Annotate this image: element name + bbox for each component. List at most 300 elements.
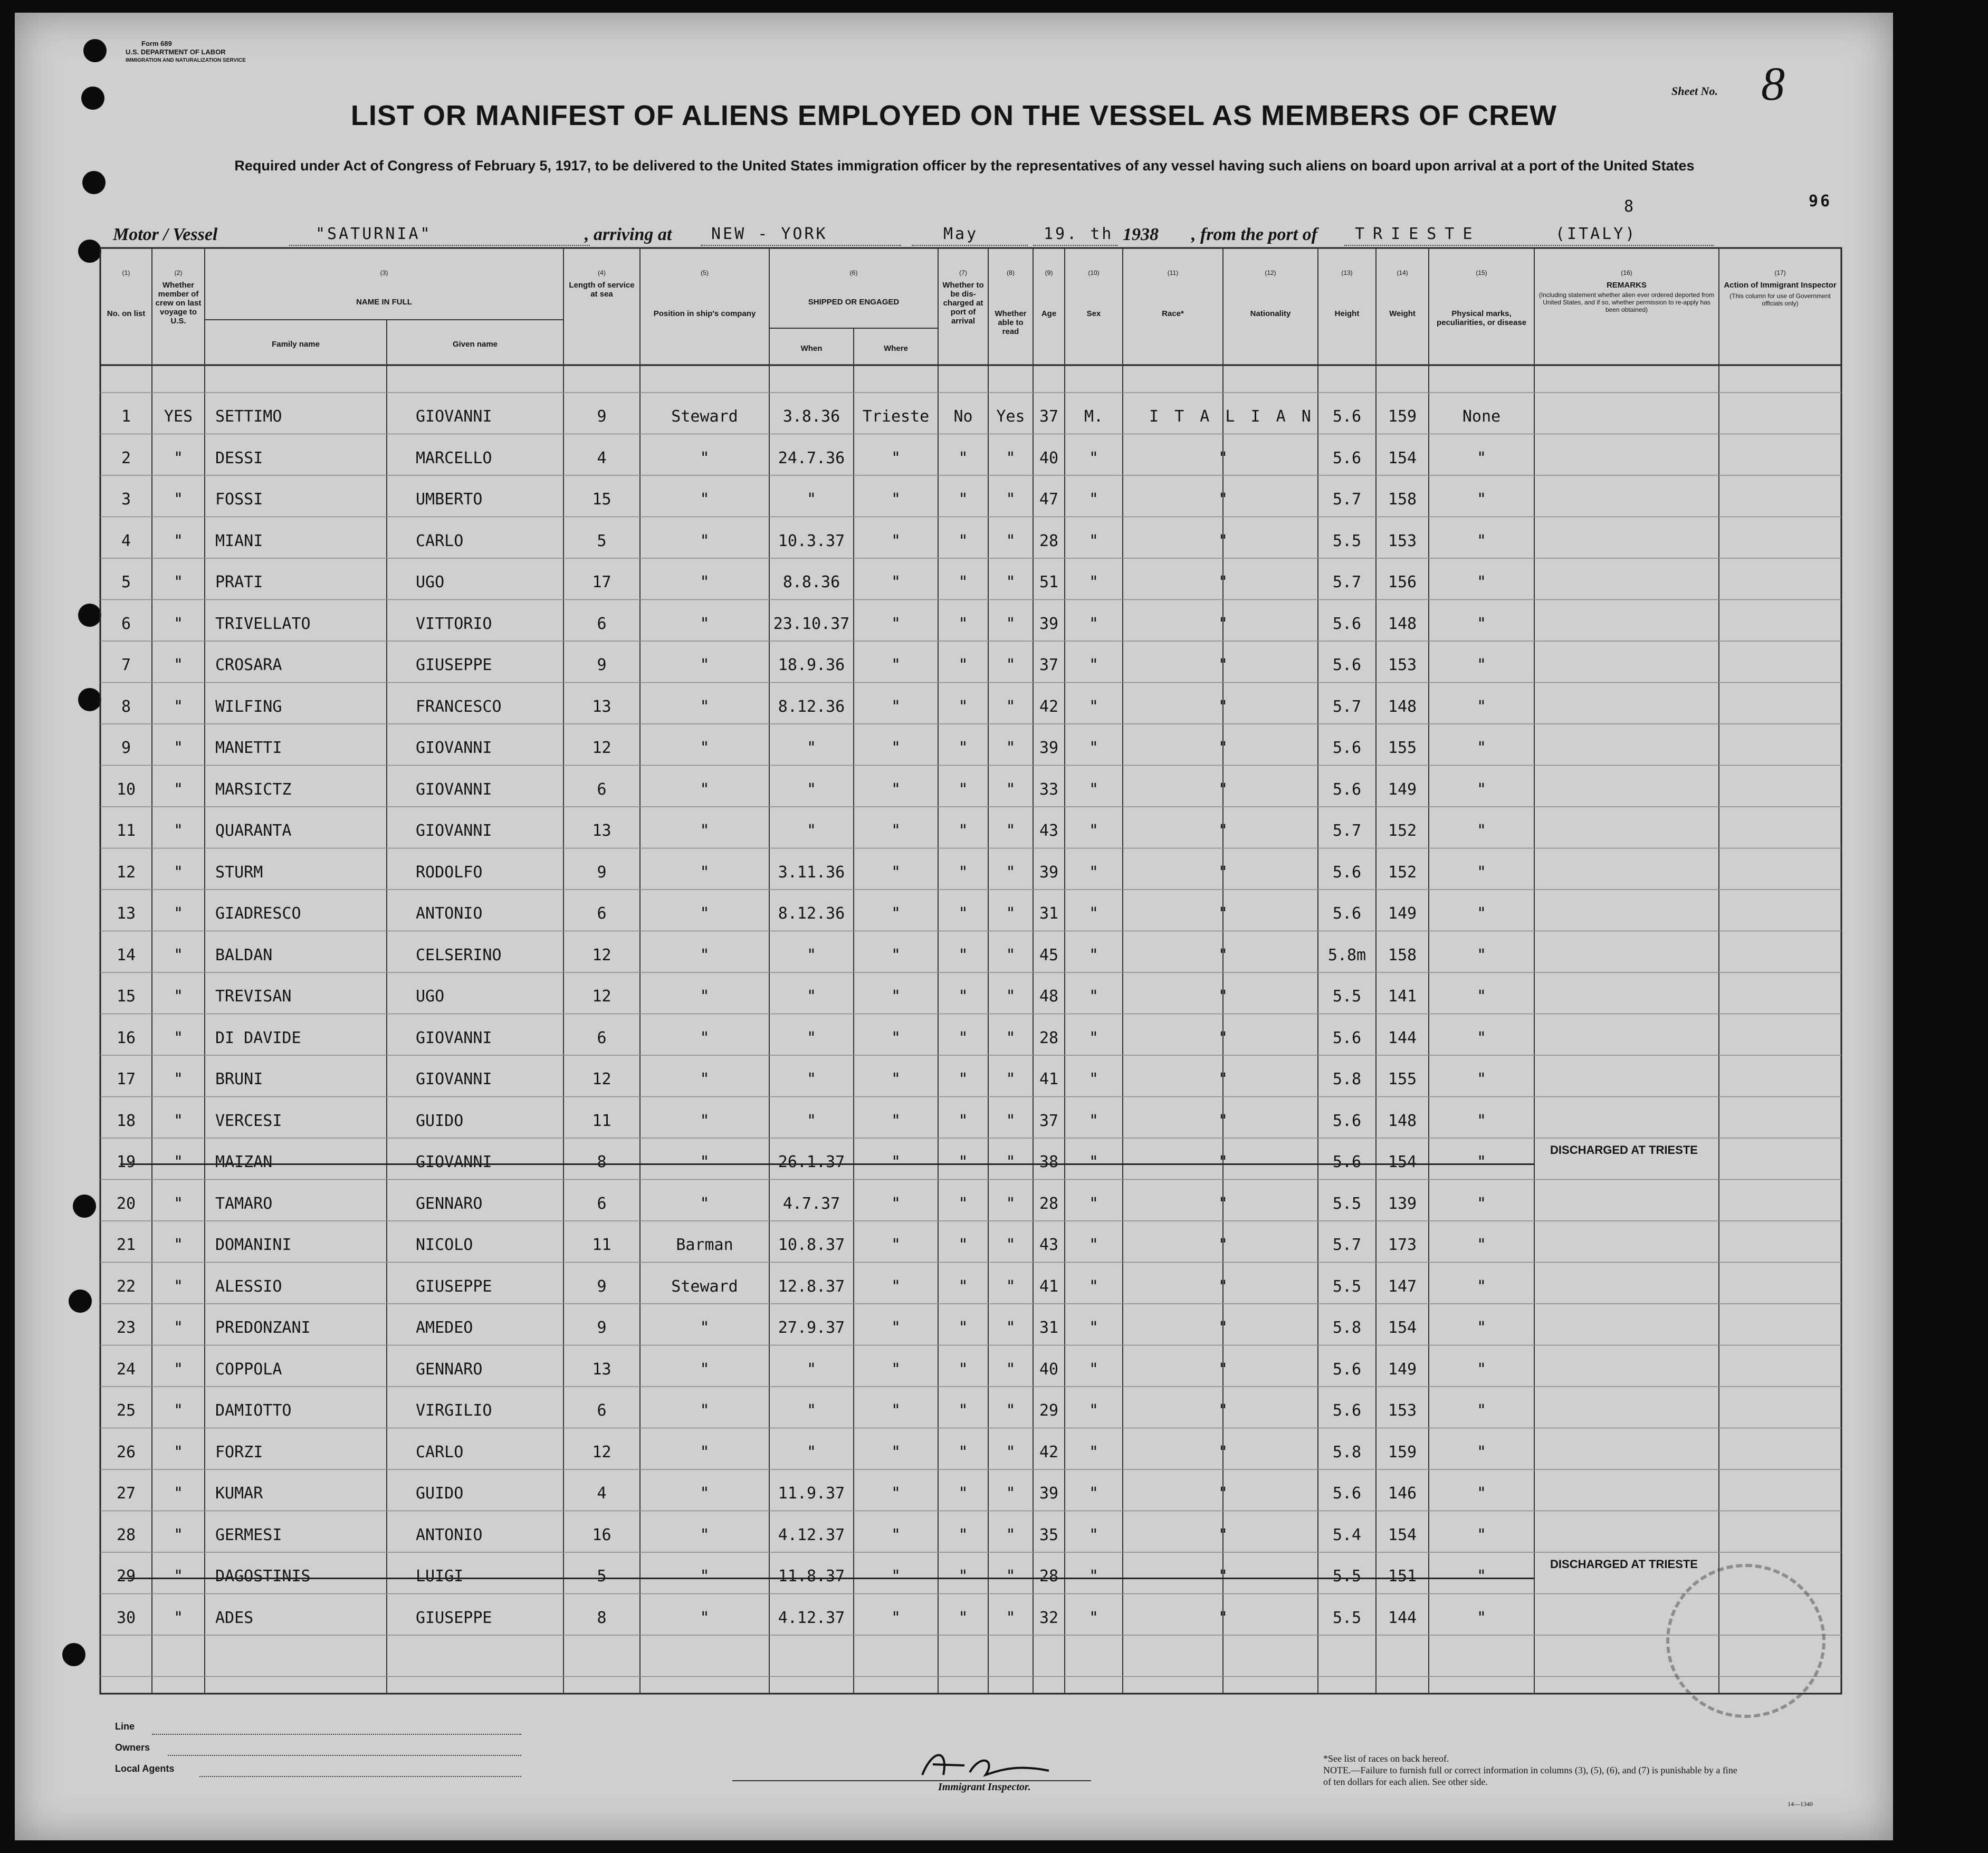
cell-no: 13 [116, 904, 136, 923]
cell-service: 6 [597, 780, 607, 799]
cell-marks: " [1476, 904, 1487, 923]
cell-given: GIOVANNI [416, 1028, 492, 1047]
sheet-number: 8 [1761, 58, 1785, 110]
cell-position: " [700, 490, 710, 509]
cell-height: 5.6 [1332, 1153, 1362, 1171]
cell-when: 8.12.36 [778, 904, 845, 923]
cell-race: " [1218, 945, 1228, 964]
cell-service: 9 [597, 407, 607, 426]
cell-discharge: " [958, 1319, 968, 1337]
cell-prev: " [173, 1319, 184, 1337]
cell-family: TAMARO [215, 1194, 273, 1213]
cell-position: " [700, 822, 710, 840]
cell-when: " [806, 945, 817, 964]
cell-position: " [700, 1153, 710, 1171]
cell-sex: " [1088, 614, 1099, 633]
cell-race: " [1218, 1443, 1228, 1462]
cell-height: 5.7 [1332, 697, 1362, 716]
cell-marks: None [1462, 407, 1501, 426]
cell-read: " [1006, 1360, 1016, 1379]
cell-family: KUMAR [215, 1484, 263, 1503]
cell-service: 15 [592, 490, 611, 509]
cell-position: " [700, 697, 710, 716]
cell-service: 4 [597, 1484, 607, 1503]
column-header-c17: Action of Immigrant Inspector [1724, 281, 1837, 290]
cell-read: " [1006, 1277, 1016, 1296]
cell-race: " [1218, 490, 1228, 509]
cell-discharge: " [958, 573, 968, 591]
cell-weight: 153 [1388, 1401, 1417, 1420]
cell-age: 28 [1039, 531, 1059, 550]
cell-service: 9 [597, 1319, 607, 1337]
cell-service: 12 [592, 1070, 611, 1088]
cell-no: 25 [116, 1401, 136, 1420]
cell-service: 6 [597, 1194, 607, 1213]
cell-sex: " [1088, 573, 1099, 591]
cell-race: " [1218, 1111, 1228, 1130]
cell-age: 41 [1039, 1277, 1059, 1296]
cell-marks: " [1476, 1319, 1487, 1337]
cell-where: " [891, 1360, 901, 1379]
cell-height: 5.8 [1332, 1443, 1362, 1462]
cell-weight: 148 [1388, 697, 1417, 716]
cell-marks: " [1476, 1484, 1487, 1503]
cell-family: WILFING [215, 697, 282, 716]
column-header-shipped-when: When [800, 344, 823, 353]
cell-when: " [806, 987, 817, 1006]
cell-height: 5.6 [1332, 1401, 1362, 1420]
cell-height: 5.4 [1332, 1525, 1362, 1544]
cell-no: 10 [116, 780, 136, 799]
cell-age: 48 [1039, 987, 1059, 1006]
cell-prev: " [173, 531, 184, 550]
column-number-c2: (2) [174, 269, 183, 276]
cell-prev: " [173, 1484, 184, 1503]
cell-given: AMEDEO [416, 1319, 473, 1337]
cell-height: 5.7 [1332, 573, 1362, 591]
cell-when: 11.8.37 [778, 1567, 845, 1585]
cell-race: " [1218, 904, 1228, 923]
cell-family: STURM [215, 863, 263, 882]
cell-read: " [1006, 987, 1016, 1006]
cell-read: " [1006, 739, 1016, 757]
cell-family: GIADRESCO [215, 904, 301, 923]
cell-position: " [700, 448, 710, 467]
cell-service: 12 [592, 987, 611, 1006]
cell-marks: " [1476, 614, 1487, 633]
cell-read: " [1006, 614, 1016, 633]
cell-no: 20 [116, 1194, 136, 1213]
cell-service: 8 [597, 1608, 607, 1627]
column-number-c1: (1) [122, 269, 130, 276]
cell-race: " [1218, 822, 1228, 840]
cell-prev: " [173, 739, 184, 757]
cell-prev: YES [164, 407, 193, 426]
cell-position: " [700, 1525, 710, 1544]
cell-when: 18.9.36 [778, 656, 845, 674]
cell-given: VIRGILIO [416, 1401, 492, 1420]
cell-read: " [1006, 1070, 1016, 1088]
cell-race: " [1218, 1236, 1228, 1254]
cell-height: 5.6 [1332, 863, 1362, 882]
cell-sex: " [1088, 1443, 1099, 1462]
cell-when: 8.8.36 [782, 573, 840, 591]
cell-where: " [891, 945, 901, 964]
cell-when: 27.9.37 [778, 1319, 845, 1337]
cell-marks: " [1476, 1360, 1487, 1379]
cell-where: " [891, 1111, 901, 1130]
cell-read: " [1006, 490, 1016, 509]
cell-position: " [700, 531, 710, 550]
cell-race: " [1218, 1401, 1228, 1420]
cell-weight: 155 [1388, 1070, 1417, 1088]
cell-discharge: " [958, 1484, 968, 1503]
cell-read: " [1006, 1194, 1016, 1213]
cell-marks: " [1476, 1401, 1487, 1420]
cell-service: 8 [597, 1153, 607, 1171]
cell-given: GIOVANNI [416, 780, 492, 799]
cell-prev: " [173, 1360, 184, 1379]
cell-position: " [700, 1111, 710, 1130]
cell-family: SETTIMO [215, 407, 282, 426]
cell-discharge: " [958, 1567, 968, 1585]
cell-family: DESSI [215, 448, 263, 467]
cell-where: " [891, 1277, 901, 1296]
column-header-c14: Weight [1389, 309, 1416, 318]
column-header-c3: NAME IN FULL [356, 298, 412, 307]
cell-service: 5 [597, 1567, 607, 1585]
column-header-c5: Position in ship's company [653, 309, 756, 318]
cell-weight: 146 [1388, 1484, 1417, 1503]
cell-family: VERCESI [215, 1111, 282, 1130]
cell-height: 5.5 [1332, 1608, 1362, 1627]
cell-discharge: " [958, 1236, 968, 1254]
cell-where: " [891, 863, 901, 882]
cell-marks: " [1476, 1028, 1487, 1047]
cell-prev: " [173, 1443, 184, 1462]
cell-given: UGO [416, 573, 445, 591]
vessel-label: Motor / Vessel [113, 225, 218, 244]
cell-where: " [891, 1484, 901, 1503]
cell-discharge: " [958, 945, 968, 964]
cell-marks: " [1476, 1194, 1487, 1213]
cell-no: 14 [116, 945, 136, 964]
cell-family: BALDAN [215, 945, 273, 964]
cell-position: " [700, 863, 710, 882]
column-header-c2: Whether member of crew on last voyage to U.S. [155, 281, 202, 326]
cell-given: VITTORIO [416, 614, 492, 633]
cell-when: " [806, 1360, 817, 1379]
cell-family: GERMESI [215, 1525, 282, 1544]
cell-marks: " [1476, 739, 1487, 757]
cell-when: 3.11.36 [778, 863, 845, 882]
cell-given: RODOLFO [416, 863, 483, 882]
cell-race: " [1218, 1277, 1228, 1296]
column-header-c15: Physical marks, peculiarities, or disease [1436, 309, 1527, 327]
strike-through [120, 1578, 1534, 1579]
cell-given: LUIGI [416, 1567, 464, 1585]
cell-service: 12 [592, 945, 611, 964]
cell-when: " [806, 1443, 817, 1462]
cell-age: 51 [1039, 573, 1059, 591]
cell-read: " [1006, 697, 1016, 716]
cell-when: 24.7.36 [778, 448, 845, 467]
cell-sex: " [1088, 1525, 1099, 1544]
cell-height: 5.6 [1332, 656, 1362, 674]
cell-height: 5.6 [1332, 448, 1362, 467]
cell-where: " [891, 1236, 901, 1254]
cell-family: MIANI [215, 531, 263, 550]
cell-where: " [891, 1567, 901, 1585]
column-number-c11: (11) [1167, 269, 1179, 276]
cell-read: " [1006, 1153, 1016, 1171]
cell-read: " [1006, 780, 1016, 799]
cell-race: " [1218, 1567, 1228, 1585]
cell-age: 37 [1039, 656, 1059, 674]
column-number-c5: (5) [701, 269, 709, 276]
cell-no: 24 [116, 1360, 136, 1379]
cell-read: " [1006, 1525, 1016, 1544]
cell-age: 32 [1039, 1608, 1059, 1627]
cell-no: 18 [116, 1111, 136, 1130]
cell-service: 6 [597, 614, 607, 633]
cell-read: " [1006, 1028, 1016, 1047]
cell-race: " [1218, 614, 1228, 633]
cell-when: 4.12.37 [778, 1608, 845, 1627]
cell-race: " [1218, 656, 1228, 674]
cell-prev: " [173, 1608, 184, 1627]
cell-discharge: " [958, 987, 968, 1006]
cell-position: " [700, 1194, 710, 1213]
cell-service: 16 [592, 1525, 611, 1544]
cell-prev: " [173, 945, 184, 964]
cell-sex: " [1088, 1608, 1099, 1627]
cell-read: Yes [996, 407, 1025, 426]
cell-read: " [1006, 945, 1016, 964]
cell-weight: 149 [1388, 780, 1417, 799]
cell-sex: " [1088, 1319, 1099, 1337]
cell-service: 12 [592, 739, 611, 757]
cell-service: 9 [597, 1277, 607, 1296]
cell-position: " [700, 904, 710, 923]
cell-age: 31 [1039, 1319, 1059, 1337]
remark-discharged: DISCHARGED AT TRIESTE [1550, 1143, 1698, 1157]
column-header-c11: Race* [1162, 309, 1184, 318]
cell-given: GIOVANNI [416, 822, 492, 840]
print-code: 14—1340 [1788, 1800, 1813, 1808]
cell-prev: " [173, 1111, 184, 1130]
cell-where: " [891, 656, 901, 674]
cell-marks: " [1476, 1277, 1487, 1296]
cell-marks: " [1476, 987, 1487, 1006]
cell-marks: " [1476, 490, 1487, 509]
cell-family: BRUNI [215, 1070, 263, 1088]
cell-race: " [1218, 780, 1228, 799]
cell-age: 39 [1039, 1484, 1059, 1503]
cell-height: 5.5 [1332, 1277, 1362, 1296]
cell-given: GENNARO [416, 1194, 483, 1213]
cell-height: 5.6 [1332, 1484, 1362, 1503]
cell-discharge: " [958, 1153, 968, 1171]
cell-no: 7 [121, 656, 131, 674]
cell-discharge: " [958, 614, 968, 633]
cell-height: 5.6 [1332, 904, 1362, 923]
cell-no: 28 [116, 1525, 136, 1544]
cell-age: 39 [1039, 863, 1059, 882]
cell-race: " [1218, 987, 1228, 1006]
cell-prev: " [173, 614, 184, 633]
cell-height: 5.7 [1332, 490, 1362, 509]
cell-race: " [1218, 448, 1228, 467]
strike-through [120, 1163, 1534, 1165]
vessel-name: "SATURNIA" [316, 225, 432, 243]
cell-height: 5.6 [1332, 614, 1362, 633]
arriving-label: , arriving at [585, 225, 672, 244]
cell-marks: " [1476, 1236, 1487, 1254]
column-number-c16: (16) [1621, 269, 1632, 276]
cell-given: GIUSEPPE [416, 1608, 492, 1627]
cell-marks: " [1476, 1070, 1487, 1088]
cell-position: Steward [671, 1277, 738, 1296]
cell-prev: " [173, 1567, 184, 1585]
cell-family: FORZI [215, 1443, 263, 1462]
cell-given: ANTONIO [416, 904, 483, 923]
cell-race: " [1218, 1525, 1228, 1544]
cell-prev: " [173, 1028, 184, 1047]
cell-where: " [891, 448, 901, 467]
fine-note: NOTE.—Failure to furnish full or correct information in columns (3), (5), (6), and (7) is punishable by a fine of ten dollars for each alien. See other side. [1323, 1765, 1737, 1787]
cell-where: " [891, 1443, 901, 1462]
cell-position: " [700, 1484, 710, 1503]
page-subtitle: Required under Act of Congress of February 5, 1917, to be delivered to the United States immigration officer by the representatives of any vessel having such aliens on board upon arrival at a port of the United States [234, 158, 1695, 174]
cell-prev: " [173, 448, 184, 467]
cell-no: 23 [116, 1319, 136, 1337]
cell-no: 2 [121, 448, 131, 467]
cell-height: 5.6 [1332, 1360, 1362, 1379]
cell-when: " [806, 739, 817, 757]
cell-read: " [1006, 1443, 1016, 1462]
cell-weight: 147 [1388, 1277, 1417, 1296]
cell-prev: " [173, 1401, 184, 1420]
cell-age: 33 [1039, 780, 1059, 799]
cell-read: " [1006, 1111, 1016, 1130]
cell-height: 5.6 [1332, 780, 1362, 799]
cell-position: " [700, 1319, 710, 1337]
cell-sex: " [1088, 863, 1099, 882]
cell-family: DOMANINI [215, 1236, 292, 1254]
cell-sex: " [1088, 490, 1099, 509]
cell-where: " [891, 987, 901, 1006]
cell-discharge: " [958, 739, 968, 757]
cell-position: " [700, 987, 710, 1006]
cell-age: 47 [1039, 490, 1059, 509]
cell-weight: 139 [1388, 1194, 1417, 1213]
cell-when: 4.7.37 [782, 1194, 840, 1213]
from-port-label: , from the port of [1191, 225, 1317, 244]
cell-discharge: " [958, 822, 968, 840]
cell-given: GIOVANNI [416, 407, 492, 426]
cell-race: " [1218, 1070, 1228, 1088]
cell-weight: 154 [1388, 1319, 1417, 1337]
cell-discharge: " [958, 904, 968, 923]
cell-prev: " [173, 1153, 184, 1171]
line-label: Line [115, 1721, 135, 1732]
cell-sex: " [1088, 1070, 1099, 1088]
cell-prev: " [173, 1236, 184, 1254]
cell-prev: " [173, 697, 184, 716]
cell-weight: 144 [1388, 1028, 1417, 1047]
cell-marks: " [1476, 863, 1487, 882]
cell-sex: " [1088, 697, 1099, 716]
cell-no: 15 [116, 987, 136, 1006]
cell-sex: " [1088, 822, 1099, 840]
cell-height: 5.6 [1332, 739, 1362, 757]
cell-given: CELSERINO [416, 945, 502, 964]
cell-discharge: " [958, 1194, 968, 1213]
cell-age: 39 [1039, 739, 1059, 757]
cell-where: " [891, 1070, 901, 1088]
inspector-label: Immigrant Inspector. [938, 1781, 1031, 1793]
cell-read: " [1006, 863, 1016, 882]
cell-marks: " [1476, 656, 1487, 674]
cell-height: 5.5 [1332, 1194, 1362, 1213]
cell-age: 28 [1039, 1194, 1059, 1213]
cell-read: " [1006, 531, 1016, 550]
cell-discharge: " [958, 656, 968, 674]
races-note: *See list of races on back hereof. [1323, 1753, 1449, 1764]
cell-height: 5.8 [1332, 1070, 1362, 1088]
cell-prev: " [173, 780, 184, 799]
cell-race: " [1218, 531, 1228, 550]
cell-where: " [891, 739, 901, 757]
cell-service: 11 [592, 1111, 611, 1130]
cell-discharge: " [958, 1443, 968, 1462]
cell-read: " [1006, 904, 1016, 923]
manifest-sheet [15, 13, 1893, 1840]
cell-given: GIOVANNI [416, 1153, 492, 1171]
cell-weight: 159 [1388, 1443, 1417, 1462]
cell-weight: 151 [1388, 1567, 1417, 1585]
column-number-c12: (12) [1265, 269, 1276, 276]
margin-number: 8 [1624, 197, 1636, 216]
cell-position: " [700, 1028, 710, 1047]
cell-age: 29 [1039, 1401, 1059, 1420]
column-subheader-inspector: (This column for use of Government officials only) [1729, 292, 1831, 307]
column-header-c10: Sex [1086, 309, 1101, 318]
cell-prev: " [173, 1277, 184, 1296]
cell-given: MARCELLO [416, 448, 492, 467]
cell-when: 8.12.36 [778, 697, 845, 716]
cell-given: CARLO [416, 1443, 464, 1462]
column-number-c8: (8) [1007, 269, 1015, 276]
cell-weight: 148 [1388, 614, 1417, 633]
cell-sex: " [1088, 987, 1099, 1006]
column-number-c10: (10) [1088, 269, 1100, 276]
cell-where: Trieste [862, 407, 930, 426]
cell-height: 5.7 [1332, 1236, 1362, 1254]
cell-marks: " [1476, 1567, 1487, 1585]
cell-when: " [806, 822, 817, 840]
cell-service: 6 [597, 1028, 607, 1047]
cell-read: " [1006, 656, 1016, 674]
cell-marks: " [1476, 1608, 1487, 1627]
cell-service: 4 [597, 448, 607, 467]
cell-where: " [891, 822, 901, 840]
column-header-c4: Length of service at sea [569, 281, 635, 299]
cell-where: " [891, 531, 901, 550]
cell-no: 3 [121, 490, 131, 509]
cell-weight: 158 [1388, 945, 1417, 964]
